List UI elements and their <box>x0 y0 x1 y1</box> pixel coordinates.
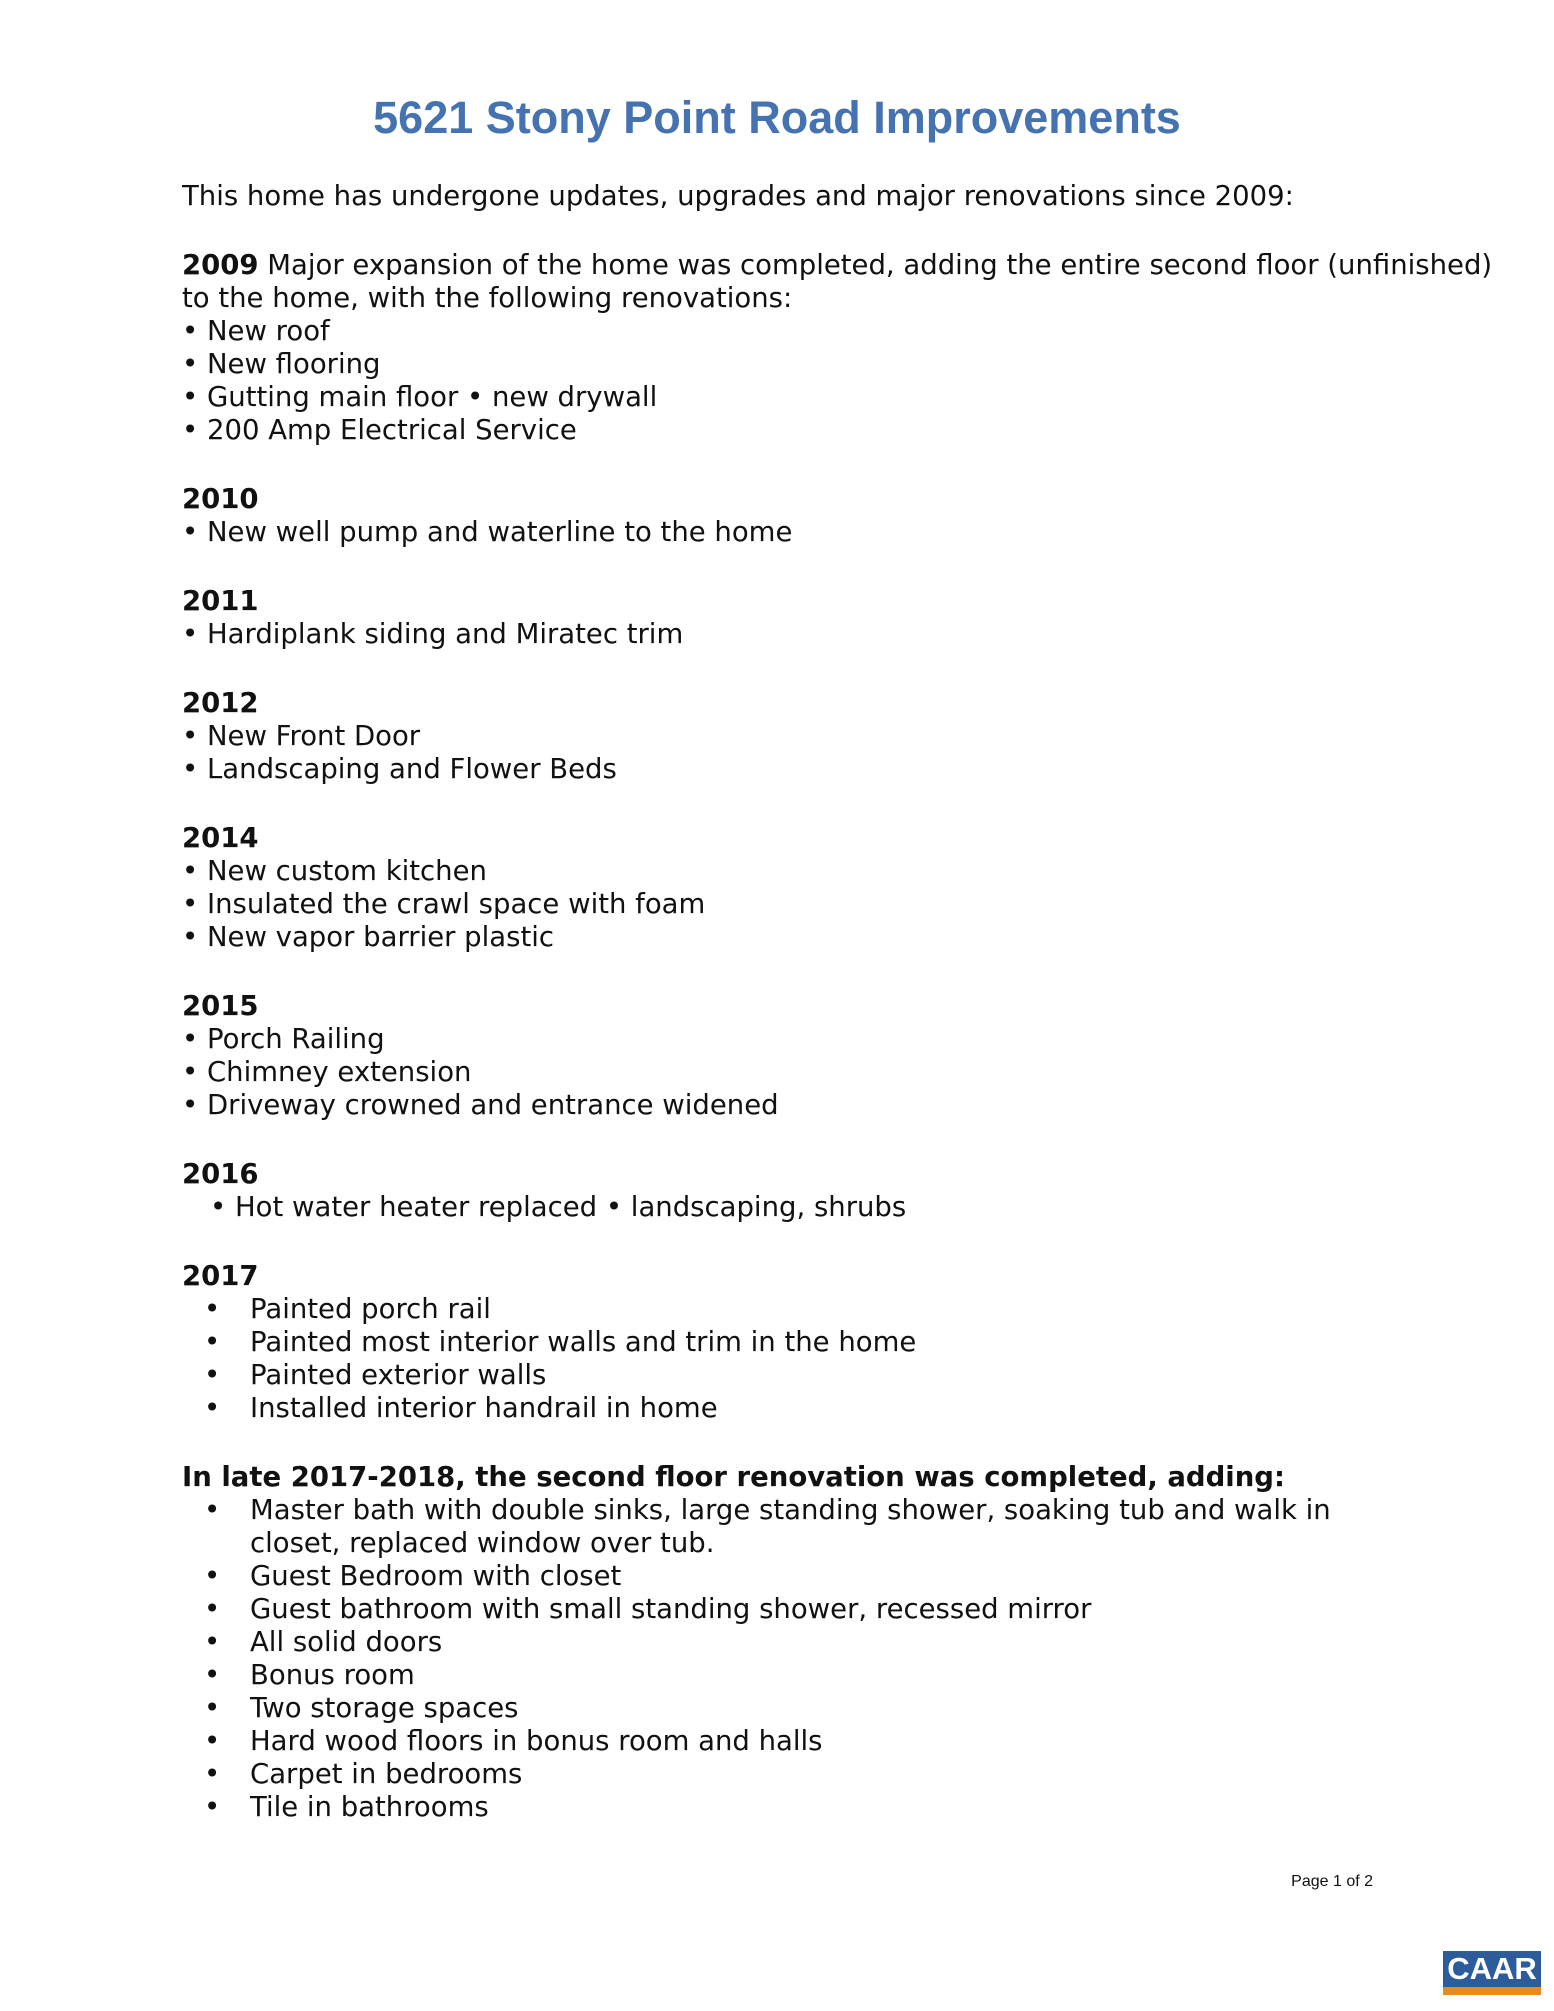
bullet: • <box>204 1593 221 1625</box>
list-item: • Painted most interior walls and trim in the home <box>182 1326 1382 1359</box>
list-item: • Guest Bedroom with closet <box>182 1560 1382 1593</box>
bullet: • <box>204 1725 221 1757</box>
intro-text: This home has undergone updates, upgrades and major renovations since 2009: <box>182 180 1294 212</box>
bullet: • <box>204 1359 221 1391</box>
list-item: • Gutting main floor • new drywall <box>182 381 658 413</box>
list-item: • New roof <box>182 315 330 347</box>
section-2009 <box>182 249 1493 447</box>
year-heading: 2010 <box>182 483 259 515</box>
list-item: • 200 Amp Electrical Service <box>182 414 577 446</box>
list-item: • New flooring <box>182 348 381 380</box>
document-body <box>182 180 1493 1824</box>
year-heading: 2016 <box>182 1158 259 1190</box>
page-title: 5621 Stony Point Road Improvements <box>373 92 1181 143</box>
logo-text: CAAR <box>1447 1951 1537 1986</box>
list-item: • Bonus room <box>182 1659 1382 1692</box>
year-heading: 2014 <box>182 822 259 854</box>
section-text: Major expansion of the home was completed, adding the entire second floor (unfinished) <box>258 249 1493 281</box>
list-item: • New custom kitchen <box>182 855 487 887</box>
list-item: • Hard wood floors in bonus room and halls <box>182 1725 1382 1758</box>
bullet: • <box>204 1293 221 1325</box>
list-item: • Landscaping and Flower Beds <box>182 753 617 785</box>
section-late-2017-2018 <box>182 1461 1382 1824</box>
list-item: • Hardiplank siding and Miratec trim <box>182 618 684 650</box>
year-heading: 2009 <box>182 249 259 281</box>
section-2014 <box>182 822 1382 954</box>
bullet: • <box>204 1758 221 1790</box>
page-number: Page 1 of 2 <box>1291 1873 1373 1890</box>
year-heading: 2015 <box>182 990 259 1022</box>
bullet: • <box>204 1494 221 1526</box>
section-2015 <box>182 990 1382 1122</box>
list-item: • Painted porch rail <box>182 1293 1382 1326</box>
list-item: • Painted exterior walls <box>182 1359 1382 1392</box>
caar-logo <box>1443 1951 1541 1995</box>
list-item: • New well pump and waterline to the home <box>182 516 793 548</box>
list-item: • New vapor barrier plastic <box>182 921 555 953</box>
year-heading: 2017 <box>182 1260 259 1292</box>
list-item: • Insulated the crawl space with foam <box>182 888 706 920</box>
list-item: • All solid doors <box>182 1626 1382 1659</box>
section-2012 <box>182 687 1382 786</box>
section-heading: In late 2017-2018, the second floor renovation was completed, adding: <box>182 1461 1285 1493</box>
bullet: • <box>204 1659 221 1691</box>
bullet: • <box>204 1791 221 1823</box>
bullet: • <box>204 1626 221 1658</box>
section-text: to the home, with the following renovations: <box>182 282 793 314</box>
list-item: • Installed interior handrail in home <box>182 1392 1382 1425</box>
list-item: • Driveway crowned and entrance widened <box>182 1089 779 1121</box>
list-item: • Two storage spaces <box>182 1692 1382 1725</box>
list-item: • Master bath with double sinks, large standing shower, soaking tub and walk in closet, replaced window over tub. <box>182 1494 1382 1560</box>
list-item: • Porch Railing <box>182 1023 385 1055</box>
list-item: • Carpet in bedrooms <box>182 1758 1382 1791</box>
year-heading: 2012 <box>182 687 259 719</box>
list-item: • New Front Door <box>182 720 421 752</box>
section-2010 <box>182 483 1382 549</box>
section-2011 <box>182 585 1382 651</box>
year-heading: 2011 <box>182 585 259 617</box>
list-item: • Chimney extension <box>182 1056 472 1088</box>
list-item: • Hot water heater replaced • landscaping, shrubs <box>210 1191 907 1223</box>
bullet: • <box>204 1692 221 1724</box>
list-item: • Tile in bathrooms <box>182 1791 1382 1824</box>
section-2016 <box>182 1158 1382 1224</box>
list-item: • Guest bathroom with small standing shower, recessed mirror <box>182 1593 1382 1626</box>
bullet: • <box>204 1392 221 1424</box>
logo-stripe <box>1443 1987 1541 1995</box>
section-2017 <box>182 1260 1382 1425</box>
bullet: • <box>204 1326 221 1358</box>
bullet: • <box>204 1560 221 1592</box>
